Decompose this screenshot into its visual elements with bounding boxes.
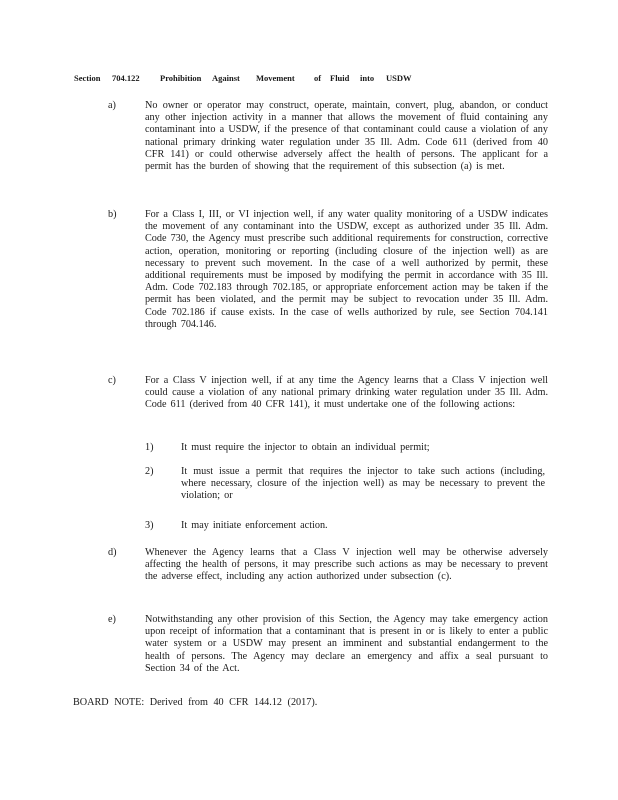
subsection-c-item-3 — [145, 520, 545, 532]
heading-section-number: 704.122 — [112, 73, 140, 83]
subsection-text: For a Class I, III, or VI injection well, if any water quality monitoring of a USDW indicates the movement of any contaminant into the USDW, except as authorized under 35 Ill. Adm. Code 730, the Agency must prescribe such additional requirements for construction, corrective action, operation, monitoring or reporting (including closure of the injection well) as are necessary to prevent such movement. In the case of a well authorized by permit, these additional requirements must be imposed by modifying the permit in accordance with 35 Ill. Adm. Code 702.183 through 702.185, or appropriate enforcement action may be taken if the permit has been violated, and the permit may be subject to revocation under 35 Ill. Adm. Code 702.186 if cause exists. In the case of wells authorized by rule, see Section 704.141 through 704.146. — [145, 209, 548, 330]
subsection-text: No owner or operator may construct, operate, maintain, convert, plug, abandon, or conduct any other injection activity in a manner that allows the movement of fluid containing any contaminant into a USDW, if the presence of that contaminant could cause a violation of any national primary drinking water regulation under 35 Ill. Adm. Code 611 (derived from 40 CFR 141) or could otherwise adversely affect the health of persons. The applicant for a permit has the burden of showing that the requirement of this subsection (a) is met. — [145, 100, 548, 173]
item-number: 3) — [145, 520, 154, 531]
subsection-b — [108, 209, 548, 331]
subsection-text: Notwithstanding any other provision of this Section, the Agency may take emergency action upon receipt of information that a contaminant that is present in or is likely to enter a public water system or a USDW may present an imminent and substantial endangerment to the health of persons. The Agency may declare an emergency and affix a seal pursuant to Section 34 of the Act. — [145, 614, 548, 674]
subsection-e — [108, 614, 548, 675]
heading-word: Fluid — [330, 73, 350, 83]
heading-word: USDW — [386, 73, 412, 83]
subsection-d — [108, 547, 548, 584]
subsection-c-item-1 — [145, 442, 545, 454]
subsection-c — [108, 375, 548, 412]
subsection-letter: d) — [108, 547, 117, 558]
subsection-letter: e) — [108, 614, 116, 625]
heading-word: Against — [212, 73, 240, 83]
subsection-letter: a) — [108, 100, 116, 111]
heading-section-word: Section — [74, 73, 101, 83]
section-heading — [74, 73, 534, 83]
heading-word: into — [360, 73, 375, 83]
subsection-c-item-2 — [145, 466, 545, 503]
item-text: It must require the injector to obtain an individual permit; — [181, 442, 430, 453]
board-note: BOARD NOTE: Derived from 40 CFR 144.12 (2017). — [73, 697, 318, 708]
item-text: It must issue a permit that requires the injector to take such actions (including, where necessary, closure of the injection well) as may be necessary to prevent the violation; or — [181, 466, 545, 502]
heading-word: Movement — [256, 73, 295, 83]
item-text: It may initiate enforcement action. — [181, 520, 328, 531]
subsection-text: Whenever the Agency learns that a Class V injection well may be otherwise adversely affecting the health of persons, it may prescribe such actions as may be necessary to prevent the adverse effect, including any action authorized under subsection (c). — [145, 547, 548, 583]
subsection-letter: c) — [108, 375, 116, 386]
subsection-letter: b) — [108, 209, 117, 220]
subsection-a — [108, 100, 548, 173]
heading-word: of — [314, 73, 322, 83]
item-number: 1) — [145, 442, 154, 453]
subsection-text: For a Class V injection well, if at any time the Agency learns that a Class V injection well could cause a violation of any national primary drinking water regulation under 35 Ill. Adm. Code 611 (derived from 40 CFR 141), it must undertake one of the following actions: — [145, 375, 548, 411]
heading-word: Prohibition — [160, 73, 202, 83]
item-number: 2) — [145, 466, 154, 477]
